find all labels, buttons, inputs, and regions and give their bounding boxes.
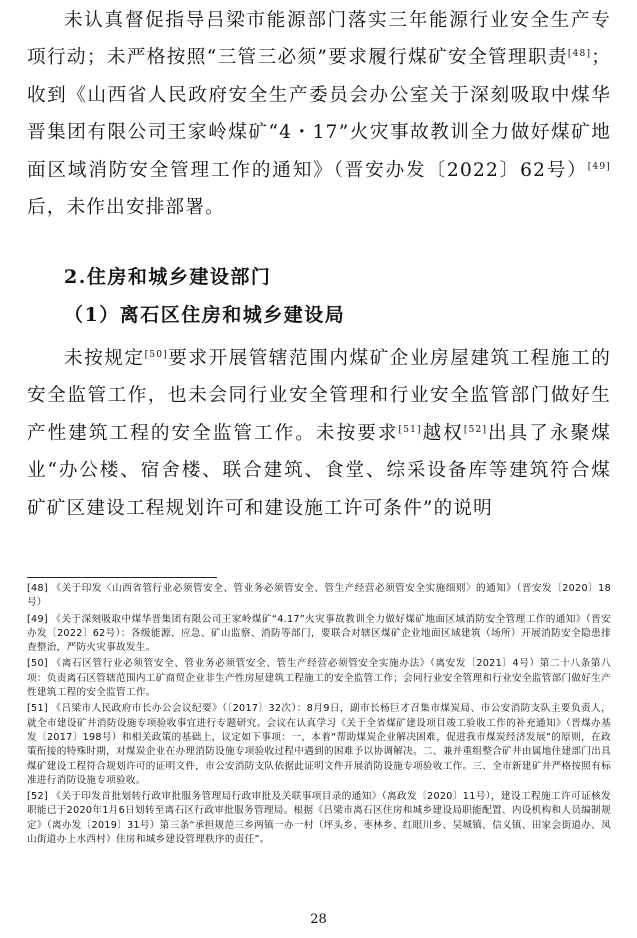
footnote-48: [48] 《关于印发〈山西省管行业必须管安全、管业务必须管安全、管生产经营必须管安全实施细则〉的通知》（晋安发〔2020〕18号） (27, 583, 611, 609)
page-number: 28 (310, 912, 327, 927)
paragraph-text: 越权 (421, 422, 464, 444)
body-paragraph-1 (27, 2, 611, 226)
subsection-heading: （1）离石区住房和城乡建设局 (64, 304, 346, 326)
footnote-49: [49] 《关于深刻吸取中煤华晋集团有限公司王家岭煤矿“4.17”火灾事故教训全力做好煤矿地面区域消防安全管理工作的通知》（晋安办发〔2022〕62号）：各级能源、应急、矿山监察、消防等部门，要联合对辖区煤矿企业地面区域建筑（场所）开展消防安全隐患排查整治，严防火灾事故发生。 (27, 613, 611, 654)
footnote-ref-49[interactable]: [49] (587, 161, 611, 172)
footnote-ref-48[interactable]: [48] (567, 49, 592, 60)
paragraph-text: 要求开展管辖范围内煤矿企业房屋建筑工程施工的安全监管工作，也未会同行业安全管理和行业安全监管部门做好生产性建筑工程的安全监管工作。未按要求 (27, 348, 611, 444)
paragraph-text: 出具了永聚煤业“办公楼、宿舍楼、联合建筑、食堂、综采设备库等建筑符合煤矿矿区建设工程规划许可和建设施工许可条件”的说明 (27, 422, 611, 519)
footnote-50: [50] 《离石区管行业必须管安全、管业务必须管安全、管生产经营必须管安全实施办法》（离安发〔2021〕4号）第二十八条第八项：负责离石区管辖范围内工矿商贸企业非生产性房屋建筑工程施工的安全监管工作；会同行业安全管理和行业安全监管部门做好生产性建筑工程的安全监管工作。 (27, 658, 611, 699)
footnote-separator (27, 577, 217, 578)
footnote-ref-52[interactable]: [52] (463, 424, 488, 435)
paragraph-text: 未按规定 (64, 348, 145, 369)
footnotes (27, 582, 611, 849)
section-heading: 2.住房和城乡建设部门 (64, 266, 272, 288)
footnote-52: [52] 《关于印发首批划转行政审批服务管理局行政审批及关联事项目录的通知》（离政发〔2020〕11号），建设工程施工许可证核发职能已于2020年1月6日划转至离石区行政审批服务管理局。根据《吕梁市离石区住房和城乡建设局职能配置、内设机构和人员编制规定》（离办发〔2019〕31号）第三条“承担规范三乡两镇一办一村（坪头乡、枣林乡、红眼川乡、吴城镇、信义镇、田家会街道办、凤山街道办上水西村）住房和城乡建设管理秩序的责任”。 (27, 791, 611, 846)
footnote-ref-51[interactable]: [51] (398, 424, 422, 435)
paragraph-text: 未认真督促指导吕梁市能源部门落实三年能源行业安全生产专项行动；未严格按照“三管三必须”要求履行煤矿安全管理职责 (27, 10, 611, 69)
footnote-ref-50[interactable]: [50] (144, 349, 168, 360)
paragraph-text: ；收到《山西省人民政府安全生产委员会办公室关于深刻吸取中煤华晋集团有限公司王家岭煤矿“4・17”火灾事故教训全力做好煤矿地面区域消防安全管理工作的通知》（晋安办发〔2022〕62号） (27, 47, 611, 181)
body-paragraph-2 (27, 340, 611, 527)
paragraph-text: 后，未作出安排部署。 (27, 197, 225, 219)
footnote-51: [51] 《吕梁市人民政府市长办公会议纪要》（〔2017〕32次）：8月9日，副市长杨巨才召集市煤炭局、市公安消防支队主要负责人，就全市建设矿井消防设施专项验收事宜进行专题研究。会议在认真学习《关于全省煤矿建设项目竣工验收工作的补充通知》（晋煤办基发〔2017〕198号）和相关政策的基础上，议定如下事项：一、本着“帮助煤炭企业解决困难，促进我市煤炭经济发展”的原则，在政策衔接的特殊时期，对煤炭企业在办理消防设施专项验收过程中遇到的困难予以协调解决。二、兼并重组整合矿井由属地住建部门出具煤矿建设工程符合规划许可的证明文件，市公安消防支队依据此证明文件开展消防设施专项验收工作。三、全市新建矿井严格按照有标准进行消防设施专项验收。 (27, 703, 611, 786)
